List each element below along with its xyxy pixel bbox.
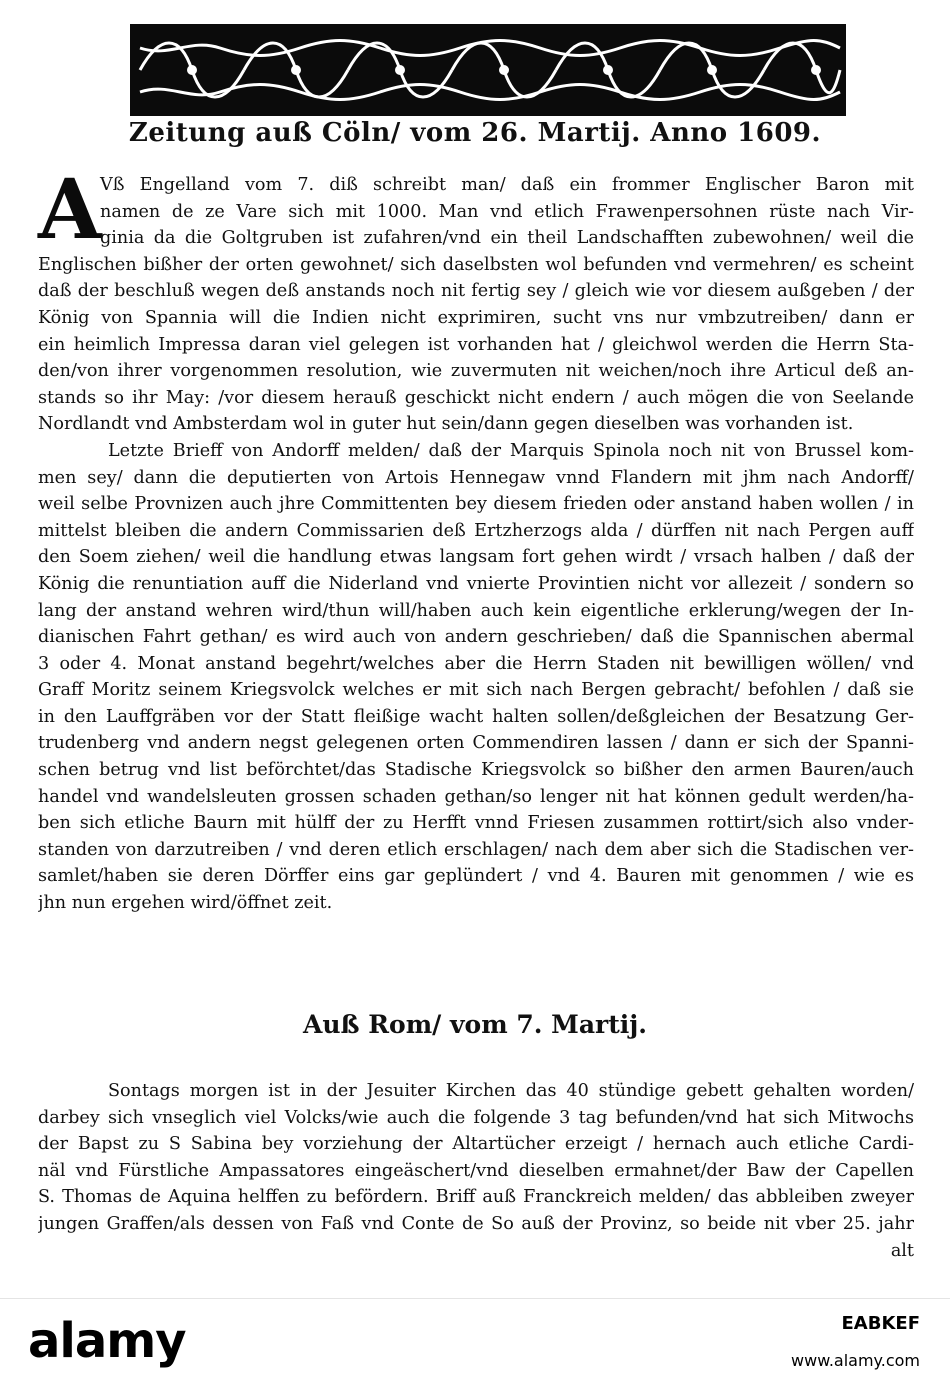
text-line: ginia da die Goltgruben ist zufahren/vnd ein theil Landschafften zubewohnen/ weil die	[100, 228, 914, 249]
brand-logo: alamy	[28, 1313, 186, 1369]
ornament-pattern-icon	[130, 24, 846, 116]
text-line: König die renuntiation auff die Niderland vnd vnierte Provintien nicht vor allezeit / sondern so	[38, 573, 914, 594]
footer-bar	[0, 1298, 950, 1391]
text-line: Englischen bißher der orten gewohnet/ sich daselbsten wol befunden vnd vermehren/ es scheint	[38, 254, 914, 275]
stock-image-id: EABKEF	[841, 1313, 920, 1334]
text-line: Graff Moritz seinem Kriegsvolck welches er mit sich nach Bergen gebracht/ befohlen / daß sie	[38, 680, 914, 701]
text-line: ben sich etliche Baurn mit hülff der zu Herfft vnnd Friesen zusammen rottirt/sich also vnder-	[38, 813, 914, 834]
text-line: daß der beschluß wegen deß anstands noch nit fertig sey / gleich wie vor diesem außgeben / der	[38, 281, 914, 302]
ornamental-header-band	[130, 24, 846, 116]
text-line: namen de ze Vare sich mit 1000. Man vnd etlich Frawenpersohnen rüste nach Vir-	[100, 201, 914, 222]
section-heading-rom: Auß Rom/ vom 7. Martij.	[302, 1010, 647, 1039]
text-line: lang der anstand wehren wird/thun will/haben auch kein eigentliche erklerung/wegen der In-	[38, 600, 914, 621]
text-line: stands so ihr May: /vor diesem herauß geschickt nicht endern / auch mögen die von Seelande	[38, 387, 914, 408]
text-line: S. Thomas de Aquina helffen zu befördern. Briff auß Franckreich melden/ das abbleiben zweyer	[38, 1187, 914, 1208]
paragraph-koeln	[38, 162, 914, 917]
text-line: näl vnd Fürstliche Ampassatores eingeäschert/vnd dieselben ermahnet/der Baw der Capellen	[38, 1160, 914, 1181]
catchword: alt	[890, 1240, 914, 1261]
text-line: der Bapst zu S Sabina bey vorziehung der Altartücher erzeigt / hernach auch etliche Cardi-	[38, 1134, 914, 1155]
site-url: www.alamy.com	[791, 1351, 920, 1370]
document-title: Zeitung auß Cöln/ vom 26. Martij. Anno 1609.	[128, 118, 822, 148]
text-line: mittelst bleiben die andern Commissarien deß Ertzherzogs alda / dürffen nit nach Pergen auff	[38, 520, 914, 541]
text-line: darbey sich vnseglich viel Volcks/wie auch die folgende 3 tag befunden/vnd hat sich Mitwochs	[38, 1107, 914, 1128]
text-line: weil selbe Provnizen auch jhre Committenten bey diesem frieden oder anstand haben wollen / in	[38, 494, 914, 515]
text-line: trudenberg vnd andern negst gelegenen orten Commendiren lassen / dann er sich der Spanni-	[38, 733, 914, 754]
text-line: Vß Engelland vom 7. diß schreibt man/ daß ein frommer Englischer Baron mit	[100, 175, 914, 195]
text-line: standen von darzutreiben / vnd deren etlich erschlagen/ nach dem aber sich die Stadischen ver-	[38, 839, 914, 860]
paragraph-rom	[38, 1078, 914, 1264]
text-line: Sontags morgen ist in der Jesuiter Kirchen das 40 stündige gebett gehalten worden/	[108, 1081, 914, 1101]
text-line: in den Lauffgräben vor der Statt fleißige wacht halten sollen/deßgleichen der Besatzung Ger-	[38, 706, 914, 727]
text-line: ein heimlich Impressa daran viel gelegen ist vorhanden hat / gleichwol werden die Herrn Sta-	[38, 334, 914, 355]
text-line: men sey/ dann die deputierten von Artois Hennegaw vnnd Flandern mit jhm nach Andorff/	[38, 467, 914, 488]
text-line: 3 oder 4. Monat anstand begehrt/welches aber die Herrn Staden nit bewilligen wöllen/ vnd	[38, 653, 914, 674]
drop-cap: A	[38, 162, 102, 258]
text-line: dianischen Fahrt gethan/ es wird auch von andern geschrieben/ daß die Spannischen abermal	[38, 627, 914, 648]
text-line: samlet/haben sie deren Dörffer eins gar geplündert / vnd 4. Bauren mit genommen / wie es	[38, 866, 914, 887]
text-line: jungen Graffen/als dessen von Faß vnd Conte de So auß der Provinz, so beide nit vber 25. jahr	[38, 1213, 914, 1234]
text-line: handel vnd wandelsleuten grossen schaden gethan/so lenger nit hat können gedult werden/ha-	[38, 786, 914, 807]
text-line: den/von ihrer vorgenommen resolution, wie zuvermuten nit weichen/noch ihre Articul deß an-	[38, 361, 914, 382]
text-line: Letzte Brieff von Andorff melden/ daß der Marquis Spinola noch nit von Brussel kom-	[108, 440, 914, 461]
text-line: Nordlandt vnd Ambsterdam wol in guter hut sein/dann gegen dieselben was vorhanden ist.	[38, 414, 854, 435]
text-line: König von Spannia will die Indien nicht exprimiren, sucht vns nur vmbzutreiben/ dann er	[38, 307, 914, 328]
text-line: den Soem ziehen/ weil die handlung etwas langsam fort gehen wirdt / vrsach halben / daß der	[38, 547, 914, 568]
text-line: jhn nun ergehen wird/öffnet zeit.	[38, 893, 333, 914]
stock-footer	[0, 1298, 950, 1390]
text-line: schen betrug vnd list beförchtet/das Stadische Kriegsvolck so bißher den armen Bauren/auch	[38, 760, 914, 781]
